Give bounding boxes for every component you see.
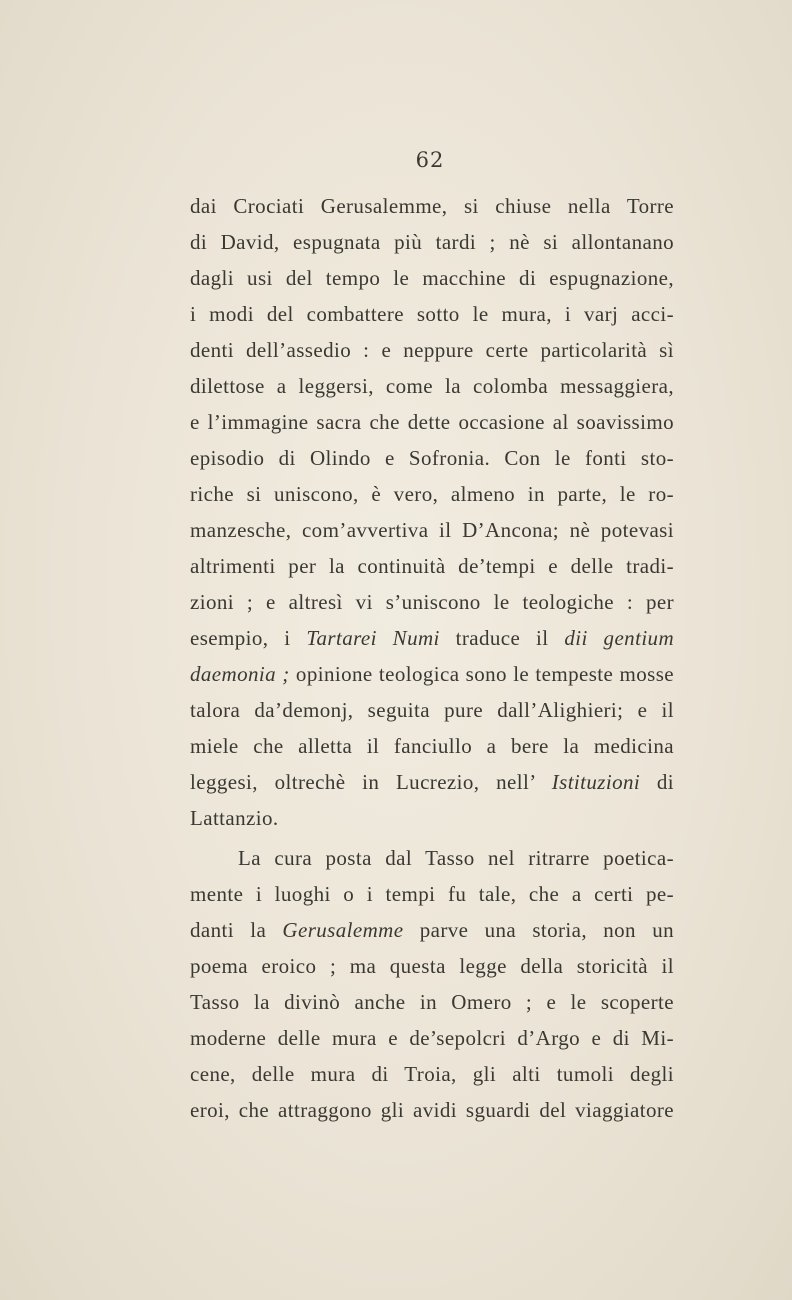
text-line: zioni ; e altresì vi s’uniscono le teologiche : per — [190, 590, 674, 614]
text-line: esempio, i Tartarei Numi traduce il dii gentium — [190, 626, 675, 650]
text-line: manzesche, com’avvertiva il D’Ancona; nè potevasi — [190, 518, 674, 542]
text-line: cene, delle mura di Troia, gli alti tumoli degli — [190, 1062, 674, 1086]
text-line: di David, espugnata più tardi ; nè si allontanano — [190, 230, 674, 254]
text-line: riche si uniscono, è vero, almeno in parte, le ro- — [190, 482, 674, 506]
text-line: moderne delle mura e de’sepolcri d’Argo e di Mi- — [190, 1026, 674, 1050]
italic-phrase: Tartarei Numi — [306, 626, 440, 650]
italic-phrase: dii gentium — [564, 626, 675, 650]
text-line: La cura posta dal Tasso nel ritrarre poetica- — [238, 846, 674, 870]
text-line: Tasso la divinò anche in Omero ; e le scoperte — [190, 990, 674, 1014]
page-number: 62 — [415, 148, 445, 172]
text-line: miele che alletta il fanciullo a bere la medicina — [190, 734, 674, 758]
text-line: altrimenti per la continuità de’tempi e delle tradi- — [190, 554, 674, 578]
text-line: mente i luoghi o i tempi fu tale, che a certi pe- — [190, 882, 674, 906]
text-line: dilettose a leggersi, come la colomba messaggiera, — [190, 374, 674, 398]
body-text — [190, 188, 674, 1128]
text-line: e l’immagine sacra che dette occasione al soavissimo — [190, 410, 674, 434]
text-line: Lattanzio. — [190, 806, 279, 830]
text-line: denti dell’assedio : e neppure certe particolarità sì — [190, 338, 674, 362]
text-line: danti la Gerusalemme parve una storia, non un — [190, 918, 674, 942]
text-line: dai Crociati Gerusalemme, si chiuse nella Torre — [190, 194, 674, 218]
text-line: episodio di Olindo e Sofronia. Con le fonti sto- — [190, 446, 674, 470]
text-line: eroi, che attraggono gli avidi sguardi del viaggiatore — [190, 1098, 674, 1122]
italic-phrase: Gerusalemme — [282, 918, 404, 942]
text-line: dagli usi del tempo le macchine di espugnazione, — [190, 266, 674, 290]
text-line: leggesi, oltrechè in Lucrezio, nell’ Istituzioni di — [190, 770, 674, 794]
text-line: daemonia ; opinione teologica sono le tempeste mosse — [190, 662, 674, 686]
text-line: talora da’demonj, seguita pure dall’Alighieri; e il — [190, 698, 674, 722]
italic-phrase: daemonia ; — [190, 662, 290, 686]
text-line: poema eroico ; ma questa legge della storicità il — [190, 954, 674, 978]
italic-phrase: Istituzioni — [551, 770, 641, 794]
text-line: i modi del combattere sotto le mura, i varj acci- — [190, 302, 674, 326]
